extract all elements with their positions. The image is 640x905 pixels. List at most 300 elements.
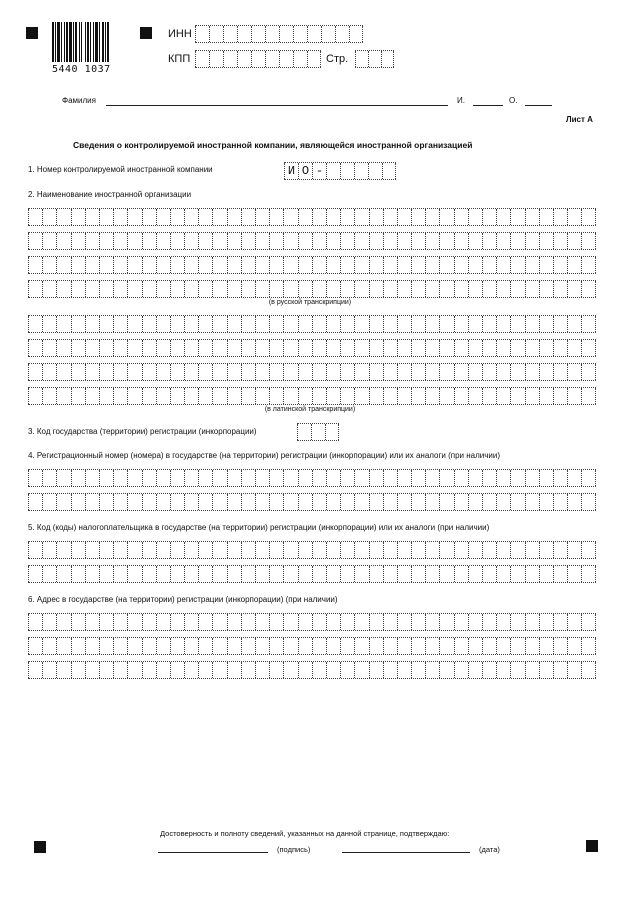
input-cell[interactable]	[269, 542, 283, 558]
input-cell[interactable]	[581, 316, 595, 332]
input-cell[interactable]	[354, 542, 368, 558]
input-cell[interactable]	[425, 542, 439, 558]
input-cell[interactable]	[567, 566, 581, 582]
input-cell[interactable]	[298, 470, 312, 486]
input-cell[interactable]	[170, 257, 184, 273]
input-cell[interactable]	[354, 257, 368, 273]
input-cell[interactable]	[127, 388, 141, 404]
input-cell[interactable]	[340, 257, 354, 273]
input-cell[interactable]	[198, 316, 212, 332]
page-number-cells[interactable]	[355, 50, 394, 68]
input-cell[interactable]	[198, 281, 212, 297]
input-cell[interactable]	[99, 662, 113, 678]
input-cell[interactable]	[56, 364, 70, 380]
input-cell[interactable]	[142, 209, 156, 225]
input-cell[interactable]	[113, 340, 127, 356]
input-cell[interactable]	[209, 26, 223, 42]
input-cell[interactable]	[382, 163, 396, 179]
input-cell[interactable]	[142, 662, 156, 678]
input-cell[interactable]	[255, 542, 269, 558]
input-cell[interactable]	[468, 614, 482, 630]
input-cell[interactable]	[85, 281, 99, 297]
input-cell[interactable]	[482, 614, 496, 630]
input-cell[interactable]	[99, 209, 113, 225]
input-cell[interactable]	[227, 388, 241, 404]
input-cell[interactable]	[496, 662, 510, 678]
input-cell[interactable]	[56, 233, 70, 249]
input-cell[interactable]	[369, 340, 383, 356]
input-cell[interactable]	[468, 566, 482, 582]
input-cell[interactable]	[269, 388, 283, 404]
taxpayer-code-row-2[interactable]	[28, 565, 596, 583]
input-cell[interactable]	[454, 316, 468, 332]
input-cell[interactable]	[42, 662, 56, 678]
input-cell[interactable]	[454, 662, 468, 678]
input-cell[interactable]	[212, 257, 226, 273]
input-cell[interactable]	[227, 542, 241, 558]
input-cell[interactable]	[510, 494, 524, 510]
input-cell[interactable]	[482, 316, 496, 332]
input-cell[interactable]	[127, 364, 141, 380]
input-cell[interactable]	[525, 542, 539, 558]
input-cell[interactable]	[127, 257, 141, 273]
input-cell[interactable]	[553, 209, 567, 225]
input-cell[interactable]	[539, 470, 553, 486]
input-cell[interactable]	[567, 614, 581, 630]
input-cell[interactable]	[127, 494, 141, 510]
input-cell[interactable]	[184, 638, 198, 654]
input-cell[interactable]	[156, 281, 170, 297]
input-cell[interactable]	[212, 340, 226, 356]
input-cell[interactable]	[311, 424, 325, 440]
input-cell[interactable]	[553, 257, 567, 273]
input-cell[interactable]	[567, 494, 581, 510]
input-cell[interactable]	[127, 316, 141, 332]
input-cell[interactable]	[340, 281, 354, 297]
input-cell[interactable]	[255, 209, 269, 225]
input-cell[interactable]	[525, 281, 539, 297]
input-cell[interactable]	[397, 340, 411, 356]
input-cell[interactable]	[85, 614, 99, 630]
input-cell[interactable]	[298, 566, 312, 582]
input-cell[interactable]	[539, 281, 553, 297]
input-cell[interactable]	[227, 233, 241, 249]
input-cell[interactable]	[127, 340, 141, 356]
input-cell[interactable]	[42, 281, 56, 297]
input-cell[interactable]	[241, 364, 255, 380]
input-cell[interactable]	[581, 470, 595, 486]
input-cell[interactable]	[369, 542, 383, 558]
input-cell[interactable]	[539, 494, 553, 510]
input-cell[interactable]	[42, 316, 56, 332]
input-cell[interactable]	[99, 316, 113, 332]
input-cell[interactable]	[241, 566, 255, 582]
input-cell[interactable]	[496, 364, 510, 380]
input-cell[interactable]	[227, 364, 241, 380]
input-cell[interactable]	[321, 26, 335, 42]
input-cell[interactable]	[71, 233, 85, 249]
input-cell[interactable]	[496, 281, 510, 297]
input-cell[interactable]	[553, 340, 567, 356]
input-cell[interactable]	[283, 638, 297, 654]
input-cell[interactable]	[369, 209, 383, 225]
input-cell[interactable]	[298, 614, 312, 630]
input-cell[interactable]	[312, 281, 326, 297]
input-cell[interactable]	[99, 566, 113, 582]
input-cell[interactable]	[312, 662, 326, 678]
input-cell[interactable]	[482, 209, 496, 225]
input-cell[interactable]	[227, 662, 241, 678]
input-cell[interactable]	[56, 340, 70, 356]
input-cell[interactable]	[510, 388, 524, 404]
input-cell[interactable]	[28, 209, 42, 225]
input-cell[interactable]	[298, 281, 312, 297]
input-cell[interactable]	[496, 257, 510, 273]
input-cell[interactable]	[312, 364, 326, 380]
kpp-cells[interactable]	[195, 50, 321, 68]
input-cell[interactable]	[298, 542, 312, 558]
input-cell[interactable]	[525, 566, 539, 582]
input-cell[interactable]	[525, 364, 539, 380]
input-cell[interactable]	[212, 281, 226, 297]
input-cell[interactable]	[227, 281, 241, 297]
input-cell[interactable]	[56, 638, 70, 654]
input-cell[interactable]	[482, 470, 496, 486]
input-cell[interactable]	[71, 494, 85, 510]
input-cell[interactable]	[567, 542, 581, 558]
input-cell[interactable]	[241, 209, 255, 225]
input-cell[interactable]	[425, 388, 439, 404]
input-cell[interactable]	[340, 316, 354, 332]
input-cell[interactable]	[496, 566, 510, 582]
input-cell[interactable]	[425, 364, 439, 380]
input-cell[interactable]	[269, 209, 283, 225]
input-cell[interactable]	[212, 638, 226, 654]
input-cell[interactable]	[42, 614, 56, 630]
input-cell[interactable]	[170, 470, 184, 486]
input-cell[interactable]	[212, 209, 226, 225]
input-cell[interactable]	[99, 494, 113, 510]
input-cell[interactable]	[312, 638, 326, 654]
input-cell[interactable]	[71, 470, 85, 486]
input-cell[interactable]	[567, 209, 581, 225]
input-cell[interactable]: О	[298, 163, 312, 179]
input-cell[interactable]	[56, 470, 70, 486]
input-cell[interactable]	[539, 364, 553, 380]
input-cell[interactable]	[227, 614, 241, 630]
input-cell[interactable]	[496, 494, 510, 510]
input-cell[interactable]	[170, 316, 184, 332]
input-cell[interactable]	[251, 26, 265, 42]
input-cell[interactable]	[354, 281, 368, 297]
input-cell[interactable]	[283, 209, 297, 225]
input-cell[interactable]	[283, 388, 297, 404]
initial-i-field[interactable]	[473, 105, 503, 106]
input-cell[interactable]	[439, 614, 453, 630]
input-cell[interactable]	[283, 233, 297, 249]
input-cell[interactable]	[312, 494, 326, 510]
input-cell[interactable]	[439, 470, 453, 486]
input-cell[interactable]	[383, 281, 397, 297]
input-cell[interactable]	[170, 388, 184, 404]
input-cell[interactable]	[42, 638, 56, 654]
input-cell[interactable]	[42, 388, 56, 404]
input-cell[interactable]	[340, 233, 354, 249]
input-cell[interactable]	[581, 257, 595, 273]
name-lat-row-3[interactable]	[28, 363, 596, 381]
input-cell[interactable]	[255, 662, 269, 678]
input-cell[interactable]	[383, 662, 397, 678]
input-cell[interactable]	[325, 424, 339, 440]
input-cell[interactable]	[411, 494, 425, 510]
input-cell[interactable]	[439, 233, 453, 249]
input-cell[interactable]	[241, 662, 255, 678]
input-cell[interactable]	[397, 542, 411, 558]
input-cell[interactable]	[223, 51, 237, 67]
input-cell[interactable]	[454, 364, 468, 380]
input-cell[interactable]	[156, 340, 170, 356]
input-cell[interactable]	[99, 614, 113, 630]
input-cell[interactable]	[397, 614, 411, 630]
input-cell[interactable]: И	[284, 163, 298, 179]
input-cell[interactable]	[113, 638, 127, 654]
input-cell[interactable]	[397, 316, 411, 332]
input-cell[interactable]	[198, 209, 212, 225]
input-cell[interactable]	[85, 316, 99, 332]
input-cell[interactable]	[255, 340, 269, 356]
input-cell[interactable]	[510, 316, 524, 332]
input-cell[interactable]	[241, 233, 255, 249]
input-cell[interactable]	[326, 257, 340, 273]
name-ru-row-2[interactable]	[28, 232, 596, 250]
input-cell[interactable]	[468, 494, 482, 510]
input-cell[interactable]	[241, 470, 255, 486]
input-cell[interactable]	[525, 638, 539, 654]
input-cell[interactable]	[326, 209, 340, 225]
input-cell[interactable]	[482, 233, 496, 249]
country-code-cells[interactable]	[297, 423, 339, 441]
input-cell[interactable]	[326, 364, 340, 380]
input-cell[interactable]	[496, 340, 510, 356]
input-cell[interactable]	[468, 281, 482, 297]
input-cell[interactable]	[425, 470, 439, 486]
input-cell[interactable]	[298, 388, 312, 404]
input-cell[interactable]	[397, 364, 411, 380]
input-cell[interactable]	[127, 233, 141, 249]
input-cell[interactable]	[71, 316, 85, 332]
input-cell[interactable]	[283, 542, 297, 558]
input-cell[interactable]	[142, 542, 156, 558]
input-cell[interactable]	[340, 388, 354, 404]
input-cell[interactable]	[113, 662, 127, 678]
input-cell[interactable]	[28, 566, 42, 582]
input-cell[interactable]	[255, 257, 269, 273]
input-cell[interactable]	[454, 494, 468, 510]
input-cell[interactable]	[567, 364, 581, 380]
input-cell[interactable]	[85, 340, 99, 356]
input-cell[interactable]	[156, 388, 170, 404]
input-cell[interactable]	[85, 233, 99, 249]
input-cell[interactable]	[279, 51, 293, 67]
input-cell[interactable]	[326, 316, 340, 332]
name-lat-row-4[interactable]	[28, 387, 596, 405]
input-cell[interactable]	[553, 281, 567, 297]
input-cell[interactable]	[71, 281, 85, 297]
input-cell[interactable]	[85, 257, 99, 273]
input-cell[interactable]	[255, 233, 269, 249]
input-cell[interactable]	[269, 340, 283, 356]
input-cell[interactable]	[354, 566, 368, 582]
input-cell[interactable]	[425, 233, 439, 249]
input-cell[interactable]	[312, 614, 326, 630]
input-cell[interactable]	[439, 638, 453, 654]
input-cell[interactable]	[184, 614, 198, 630]
input-cell[interactable]	[170, 364, 184, 380]
input-cell[interactable]	[439, 566, 453, 582]
input-cell[interactable]	[127, 281, 141, 297]
input-cell[interactable]	[142, 494, 156, 510]
input-cell[interactable]	[212, 316, 226, 332]
input-cell[interactable]	[142, 388, 156, 404]
input-cell[interactable]	[496, 316, 510, 332]
input-cell[interactable]	[265, 51, 279, 67]
input-cell[interactable]	[198, 566, 212, 582]
input-cell[interactable]	[369, 662, 383, 678]
input-cell[interactable]	[354, 163, 368, 179]
input-cell[interactable]	[209, 51, 223, 67]
input-cell[interactable]	[368, 163, 382, 179]
input-cell[interactable]	[425, 257, 439, 273]
input-cell[interactable]	[170, 662, 184, 678]
input-cell[interactable]	[156, 662, 170, 678]
input-cell[interactable]	[142, 470, 156, 486]
input-cell[interactable]	[369, 638, 383, 654]
input-cell[interactable]	[354, 638, 368, 654]
input-cell[interactable]	[482, 662, 496, 678]
input-cell[interactable]	[255, 316, 269, 332]
input-cell[interactable]	[85, 364, 99, 380]
input-cell[interactable]	[28, 388, 42, 404]
input-cell[interactable]	[212, 566, 226, 582]
input-cell[interactable]	[482, 566, 496, 582]
input-cell[interactable]	[553, 494, 567, 510]
input-cell[interactable]	[255, 638, 269, 654]
input-cell[interactable]	[85, 542, 99, 558]
input-cell[interactable]	[369, 257, 383, 273]
input-cell[interactable]	[28, 233, 42, 249]
input-cell[interactable]	[170, 233, 184, 249]
input-cell[interactable]	[581, 233, 595, 249]
address-row-1[interactable]	[28, 613, 596, 631]
input-cell[interactable]	[56, 566, 70, 582]
input-cell[interactable]	[397, 388, 411, 404]
input-cell[interactable]	[198, 638, 212, 654]
input-cell[interactable]	[425, 566, 439, 582]
input-cell[interactable]	[397, 638, 411, 654]
input-cell[interactable]	[42, 364, 56, 380]
input-cell[interactable]	[326, 163, 340, 179]
input-cell[interactable]	[99, 233, 113, 249]
input-cell[interactable]	[326, 340, 340, 356]
input-cell[interactable]	[223, 26, 237, 42]
input-cell[interactable]	[468, 257, 482, 273]
input-cell[interactable]	[269, 470, 283, 486]
input-cell[interactable]	[283, 364, 297, 380]
input-cell[interactable]	[127, 614, 141, 630]
input-cell[interactable]	[113, 209, 127, 225]
input-cell[interactable]	[298, 316, 312, 332]
input-cell[interactable]	[340, 340, 354, 356]
input-cell[interactable]	[28, 316, 42, 332]
input-cell[interactable]	[170, 566, 184, 582]
input-cell[interactable]	[56, 614, 70, 630]
input-cell[interactable]	[326, 233, 340, 249]
input-cell[interactable]	[482, 340, 496, 356]
input-cell[interactable]	[227, 340, 241, 356]
input-cell[interactable]	[354, 614, 368, 630]
input-cell[interactable]	[227, 209, 241, 225]
input-cell[interactable]	[383, 340, 397, 356]
input-cell[interactable]	[198, 542, 212, 558]
input-cell[interactable]	[269, 566, 283, 582]
input-cell[interactable]	[227, 257, 241, 273]
input-cell[interactable]	[496, 614, 510, 630]
input-cell[interactable]	[170, 614, 184, 630]
input-cell[interactable]	[198, 364, 212, 380]
input-cell[interactable]	[195, 51, 209, 67]
input-cell[interactable]	[227, 566, 241, 582]
input-cell[interactable]	[539, 316, 553, 332]
input-cell[interactable]	[241, 281, 255, 297]
input-cell[interactable]	[241, 638, 255, 654]
input-cell[interactable]	[468, 542, 482, 558]
input-cell[interactable]	[369, 388, 383, 404]
input-cell[interactable]	[184, 364, 198, 380]
input-cell[interactable]	[198, 662, 212, 678]
inn-cells[interactable]	[195, 25, 363, 43]
input-cell[interactable]	[411, 364, 425, 380]
input-cell[interactable]	[142, 364, 156, 380]
input-cell[interactable]	[454, 614, 468, 630]
input-cell[interactable]	[28, 257, 42, 273]
input-cell[interactable]	[28, 614, 42, 630]
input-cell[interactable]	[127, 638, 141, 654]
input-cell[interactable]	[525, 470, 539, 486]
input-cell[interactable]	[212, 614, 226, 630]
input-cell[interactable]	[198, 614, 212, 630]
input-cell[interactable]	[142, 614, 156, 630]
input-cell[interactable]	[269, 662, 283, 678]
input-cell[interactable]	[567, 470, 581, 486]
input-cell[interactable]	[28, 281, 42, 297]
input-cell[interactable]	[354, 662, 368, 678]
input-cell[interactable]	[411, 542, 425, 558]
input-cell[interactable]	[425, 614, 439, 630]
input-cell[interactable]	[156, 316, 170, 332]
input-cell[interactable]	[113, 233, 127, 249]
input-cell[interactable]	[354, 494, 368, 510]
input-cell[interactable]	[468, 316, 482, 332]
input-cell[interactable]	[383, 542, 397, 558]
input-cell[interactable]	[312, 209, 326, 225]
input-cell[interactable]	[212, 470, 226, 486]
input-cell[interactable]	[510, 364, 524, 380]
input-cell[interactable]	[241, 388, 255, 404]
input-cell[interactable]	[42, 233, 56, 249]
input-cell[interactable]	[212, 388, 226, 404]
input-cell[interactable]	[156, 470, 170, 486]
input-cell[interactable]	[411, 638, 425, 654]
